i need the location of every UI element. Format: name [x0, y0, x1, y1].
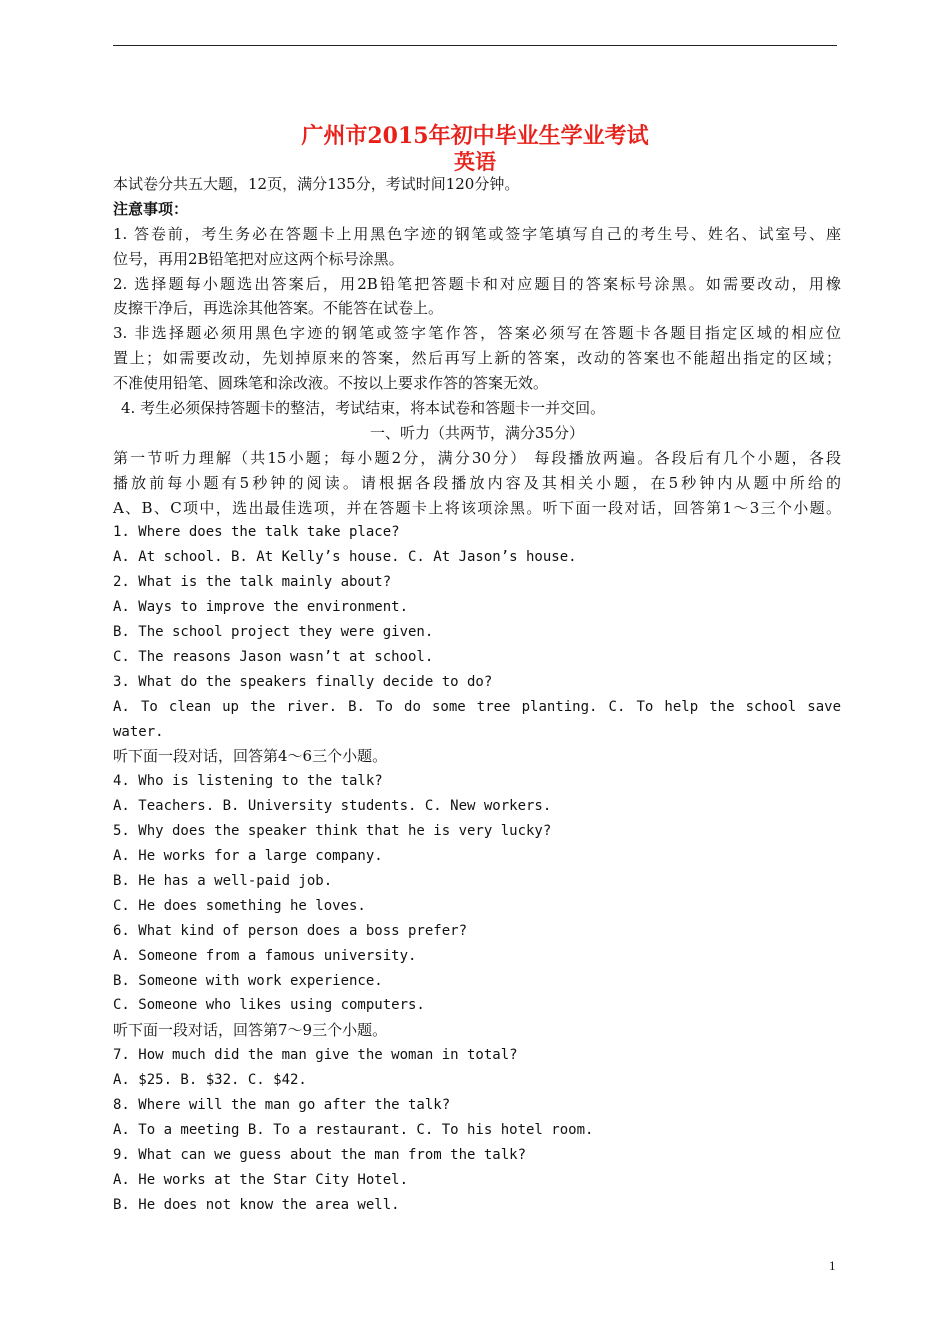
question-line: 6. What kind of person does a boss prefer? — [113, 922, 468, 939]
question-line: A. Teachers. B. University students. C. New workers. — [113, 798, 552, 815]
question-line: 3. What do the speakers finally decide to do? — [113, 673, 493, 690]
notice-line: 3. 非选择题必须用黑色字迹的钢笔或签字笔作答，答案必须写在答题卡各题目指定区域的相应位 — [113, 324, 841, 343]
question-line: 1. Where does the talk take place? — [113, 524, 400, 541]
notice-line: 位号，再用2B铅笔把对应这两个标号涂黑。 — [113, 249, 404, 268]
section-heading: 一、听力（共两节，满分35分） — [369, 423, 585, 442]
notice-line: 皮擦干净后，再选涂其他答案。不能答在试卷上。 — [113, 299, 444, 318]
section-intro-line: A、B、C项中，选出最佳选项，并在答题卡上将该项涂黑。听下面一段对话，回答第1～3三个小题。 — [113, 498, 841, 517]
question-line: A. He works for a large company. — [113, 848, 383, 865]
question-line: C. The reasons Jason wasn’t at school. — [113, 648, 434, 665]
question-line: A. At school. B. At Kelly’s house. C. At Jason’s house. — [113, 549, 577, 566]
notice-line: 不准使用铅笔、圆珠笔和涂改液。不按以上要求作答的答案无效。 — [113, 374, 549, 393]
section-intro-line: 第一节听力理解（共15小题；每小题2分，满分30分） 每段播放两遍。各段后有几个小题，各段 — [113, 448, 841, 467]
question-line: A. He works at the Star City Hotel. — [113, 1171, 409, 1188]
question-line: 9. What can we guess about the man from the talk? — [113, 1146, 527, 1163]
notice-line: 4. 考生必须保持答题卡的整洁，考试结束，将本试卷和答题卡一并交回。 — [121, 399, 606, 418]
question-line: A. Ways to improve the environment. — [113, 599, 409, 616]
dialog-intro: 听下面一段对话，回答第4～6三个小题。 — [113, 747, 388, 766]
question-line: A. To a meeting B. To a restaurant. C. To his hotel room. — [113, 1121, 594, 1138]
question-line: A. To clean up the river. B. To do some tree planting. C. To help the school save — [113, 698, 841, 715]
notice-line: 1. 答卷前，考生务必在答题卡上用黑色字迹的钢笔或签字笔填写自己的考生号、姓名、试室号、座 — [113, 224, 841, 243]
header-rule — [113, 45, 837, 46]
question-line: 8. Where will the man go after the talk? — [113, 1096, 451, 1113]
notice-heading: 注意事项： — [113, 199, 189, 218]
document-body — [113, 172, 841, 1217]
notice-line: 2. 选择题每小题选出答案后，用2B铅笔把答题卡和对应题目的答案标号涂黑。如需要改动，用橡 — [113, 274, 841, 293]
question-line: A. Someone from a famous university. — [113, 947, 417, 964]
exam-title: 广州市2015年初中毕业生学业考试 — [301, 123, 649, 149]
section-intro-line: 播放前每小题有5秒钟的阅读。请根据各段播放内容及其相关小题，在5秒钟内从题中所给的 — [113, 473, 841, 492]
question-line: B. The school project they were given. — [113, 624, 434, 641]
dialog-intro: 听下面一段对话，回答第7～9三个小题。 — [113, 1021, 388, 1040]
question-line: 5. Why does the speaker think that he is very lucky? — [113, 823, 552, 840]
question-line: B. Someone with work experience. — [113, 972, 383, 989]
question-line: A. $25. B. $32. C. $42. — [113, 1072, 307, 1089]
question-line: 2. What is the talk mainly about? — [113, 574, 392, 591]
question-line: 4. Who is listening to the talk? — [113, 773, 383, 790]
page-number: 1 — [829, 1258, 836, 1273]
question-line: C. He does something he loves. — [113, 897, 366, 914]
question-line: 7. How much did the man give the woman in total? — [113, 1047, 518, 1064]
question-line: B. He has a well-paid job. — [113, 872, 333, 889]
question-line: water. — [113, 723, 164, 740]
question-line: C. Someone who likes using computers. — [113, 997, 425, 1014]
exam-subject: 英语 — [454, 149, 496, 174]
exam-intro: 本试卷分共五大题，12页，满分135分，考试时间120分钟。 — [113, 175, 520, 193]
question-line: B. He does not know the area well. — [113, 1196, 400, 1213]
notice-line: 置上；如需要改动，先划掉原来的答案，然后再写上新的答案，改动的答案也不能超出指定的区域； — [113, 349, 841, 368]
